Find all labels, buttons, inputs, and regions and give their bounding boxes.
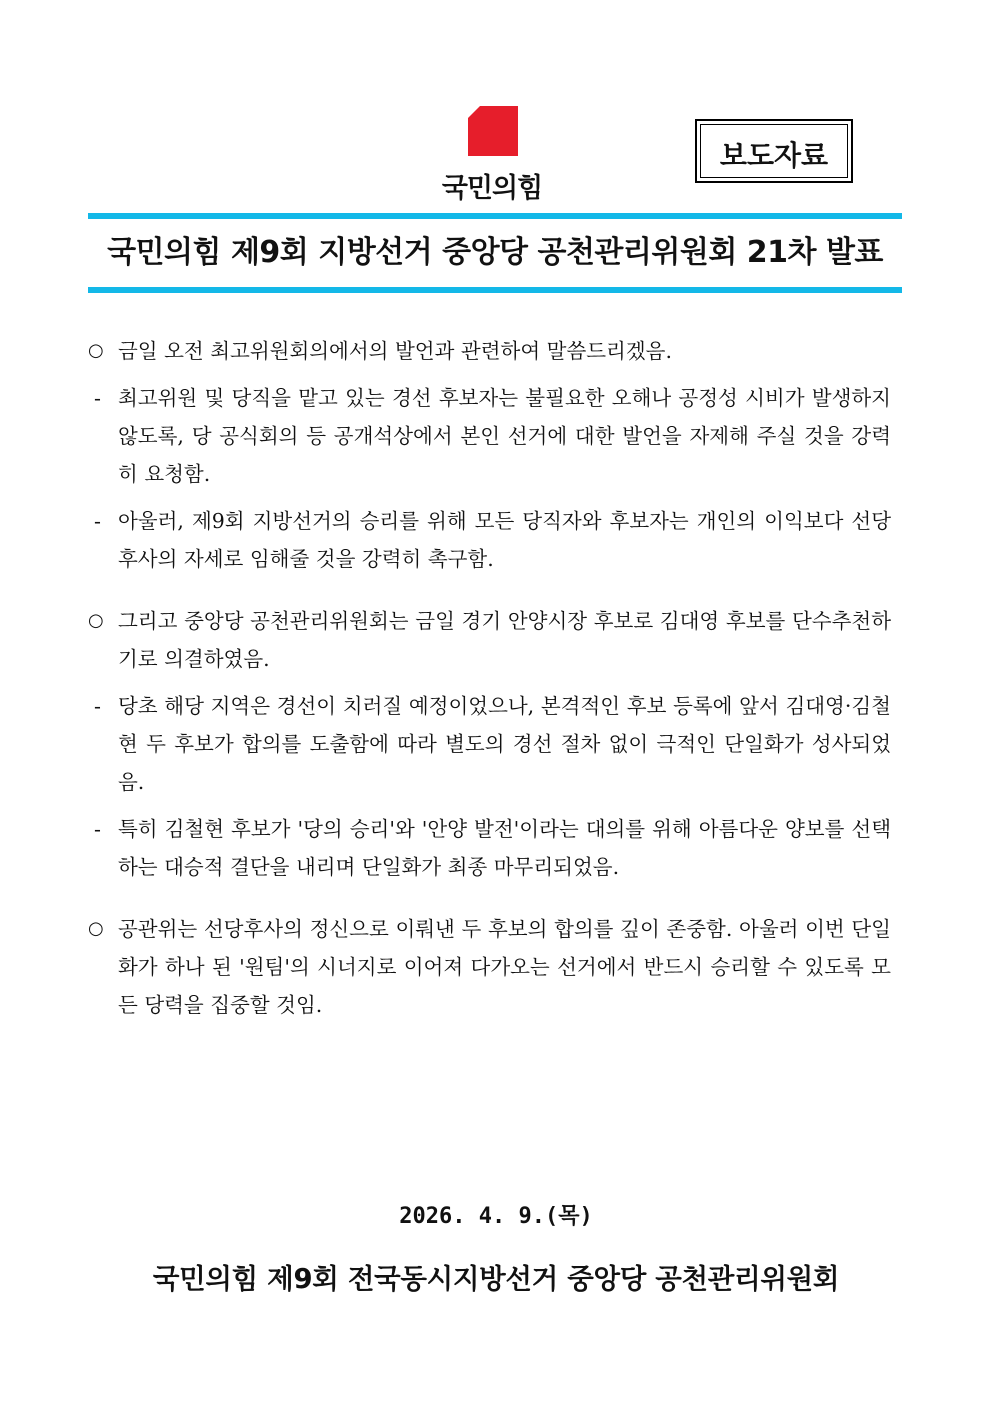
section-2-dash-1-text: 당초 해당 지역은 경선이 치러질 예정이었으나, 본격적인 후보 등록에 앞서 김대영·김철현 두 후보가 합의를 도출함에 따라 별도의 경선 절차 없이 극적인 단일화가 성사되었음.: [118, 694, 891, 794]
section-1-dash-1: [94, 379, 891, 493]
section-1-bullet: [88, 332, 891, 370]
title-rule-top: [88, 213, 902, 219]
document-title: 국민의힘 제9회 지방선거 중앙당 공천관리위원회 21차 발표: [107, 235, 883, 270]
section-1-dash-1-text: 최고위원 및 당직을 맡고 있는 경선 후보자는 불필요한 오해나 공정성 시비가 발생하지 않도록, 당 공식회의 등 공개석상에서 본인 선거에 대한 발언을 자제해 주실 것을 강력히 요청함.: [118, 386, 891, 486]
section-3-bullet-text: 공관위는 선당후사의 정신으로 이뤄낸 두 후보의 합의를 깊이 존중함. 아울러 이번 단일화가 하나 된 '원팀'의 시너지로 이어져 다가오는 선거에서 반드시 승리할 수 있도록 모든 당력을 집중할 것임.: [118, 917, 891, 1017]
section-2-bullet-text: 그리고 중앙당 공천관리위원회는 금일 경기 안양시장 후보로 김대영 후보를 단수추천하기로 의결하였음.: [118, 609, 891, 671]
section-2-bullet: [88, 602, 891, 678]
section-1-bullet-text: 금일 오전 최고위원회의에서의 발언과 관련하여 말씀드리겠음.: [118, 339, 672, 363]
section-2-dash-2-text: 특히 김철현 후보가 '당의 승리'와 '안양 발전'이라는 대의를 위해 아름다운 양보를 선택하는 대승적 결단을 내리며 단일화가 최종 마무리되었음.: [118, 817, 891, 879]
dash-mark: -: [94, 386, 101, 410]
dash-mark: -: [94, 694, 101, 718]
bullet-circle-mark: ○: [88, 610, 104, 631]
party-logo-mark-icon: [468, 106, 518, 156]
dash-mark: -: [94, 509, 101, 533]
title-rule-bottom: [88, 287, 902, 293]
dash-mark: -: [94, 817, 101, 841]
party-logo: [430, 104, 554, 204]
section-2-dash-2: [94, 810, 891, 886]
bullet-circle-mark: ○: [88, 340, 104, 361]
section-3-bullet: [88, 910, 891, 1024]
release-date: 2026. 4. 9.(목): [399, 1204, 593, 1229]
section-2-dash-1: [94, 687, 891, 801]
section-1-dash-2-text: 아울러, 제9회 지방선거의 승리를 위해 모든 당직자와 후보자는 개인의 이익보다 선당후사의 자세로 임해줄 것을 강력히 촉구함.: [118, 509, 891, 571]
press-release-label: 보도자료: [719, 139, 829, 172]
bullet-circle-mark: ○: [88, 918, 104, 939]
press-release-badge: [695, 119, 853, 183]
party-logo-text: 국민의힘: [441, 173, 543, 204]
document-body: [0, 332, 992, 1024]
issuer-signature: 국민의힘 제9회 전국동시지방선거 중앙당 공천관리위원회: [152, 1263, 840, 1295]
section-1-dash-2: [94, 502, 891, 578]
